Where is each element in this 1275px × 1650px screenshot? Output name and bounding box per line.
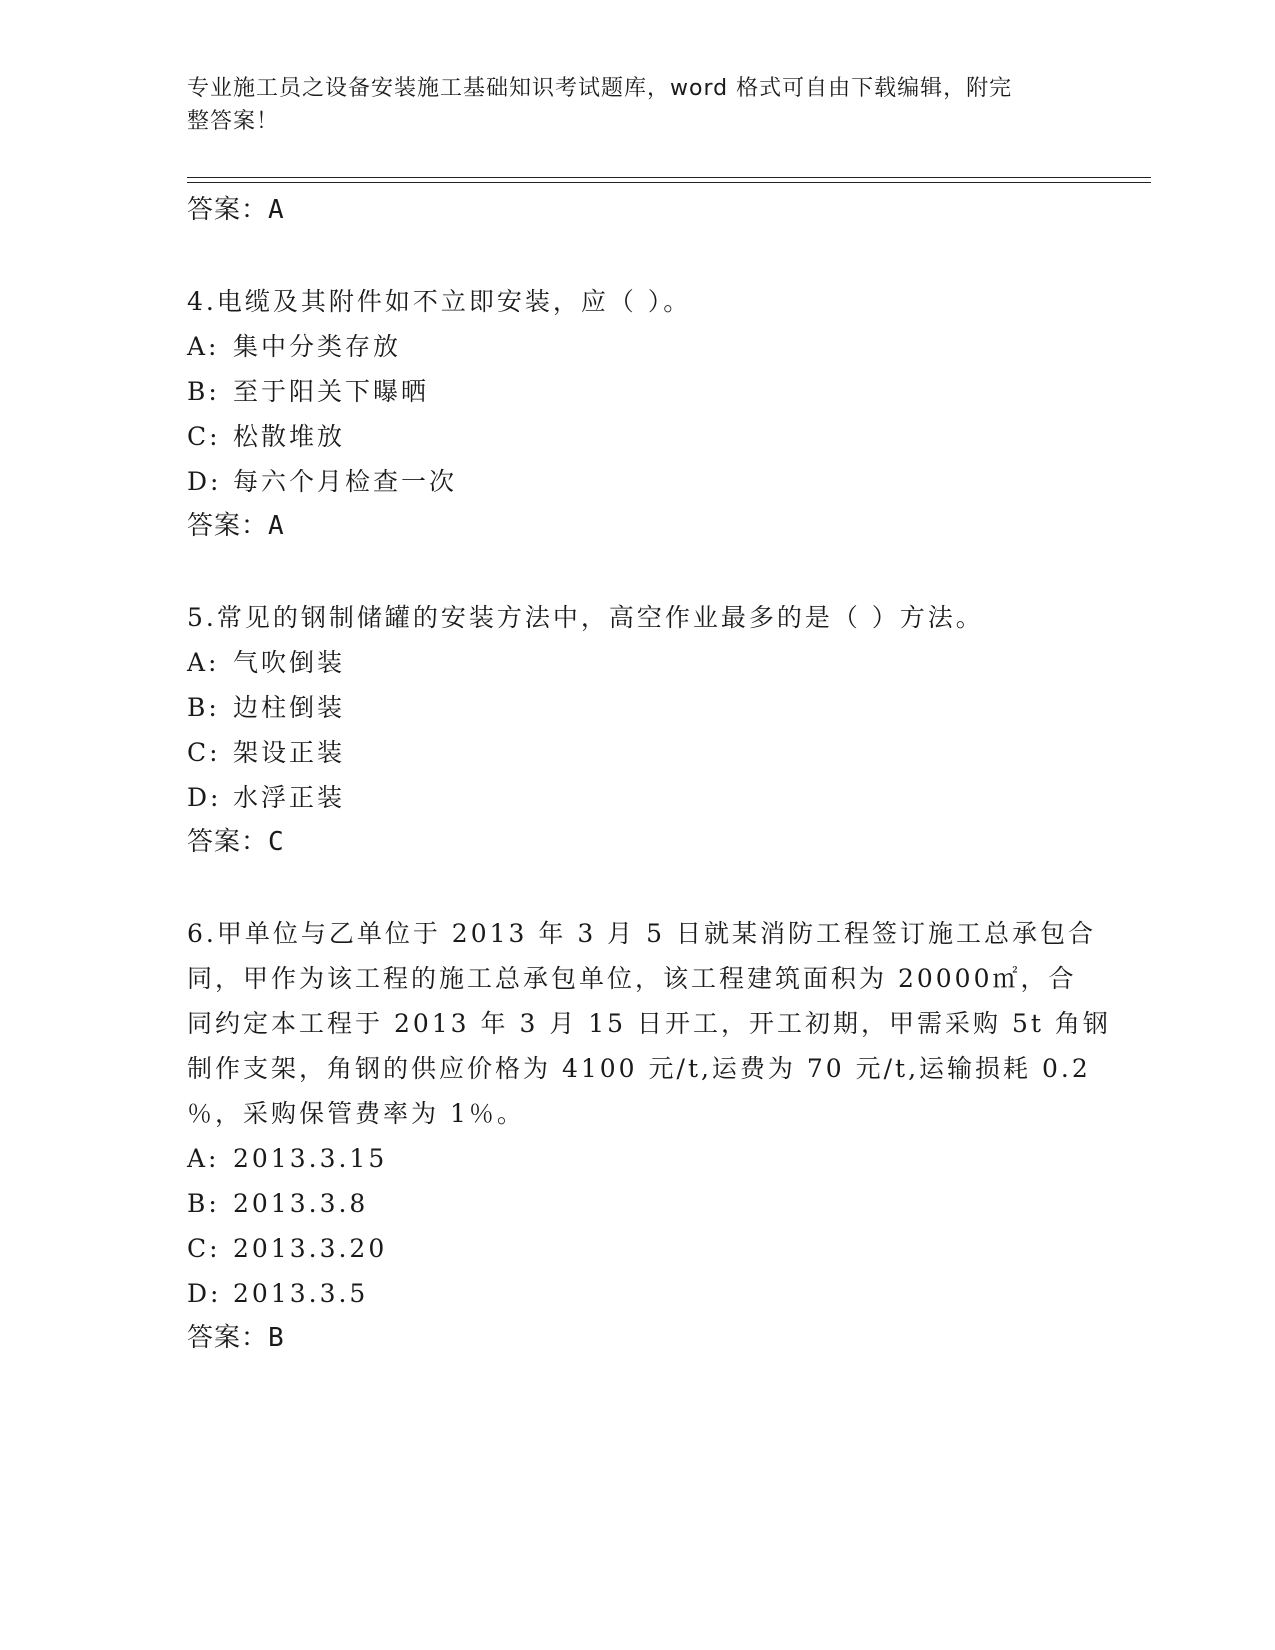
option-a [187, 640, 1087, 685]
option-a [187, 324, 1087, 369]
option-d [187, 775, 1087, 820]
answer-value: A [268, 195, 285, 225]
question-stem-line: 同，甲作为该工程的施工总承包单位，该工程建筑面积为 20000㎡，合 [187, 964, 1077, 993]
answer-line [187, 188, 1087, 233]
option-key: A: [187, 332, 220, 361]
question-item [187, 911, 1111, 1361]
option-d [187, 459, 1087, 504]
option-c [187, 1226, 1087, 1271]
option-text: 每六个月检查一次 [233, 467, 458, 496]
option-key: C: [187, 422, 221, 451]
header-line-2: 整答案！ [187, 109, 280, 134]
option-text: 2013.3.15 [233, 1144, 388, 1173]
option-text: 2013.3.20 [233, 1234, 388, 1263]
option-text: 2013.3.8 [233, 1189, 369, 1218]
answer-line [187, 1316, 1087, 1361]
question-stem [187, 911, 1111, 1136]
question-stem [187, 595, 1087, 640]
option-key: A: [187, 648, 220, 677]
answer-value: C [268, 827, 285, 857]
header-divider-bottom [187, 182, 1151, 183]
answer-label: 答案： [187, 1323, 269, 1353]
option-text: 架设正装 [233, 738, 346, 767]
option-text: 集中分类存放 [233, 332, 402, 361]
question-stem-line: ％，采购保管费率为 1％。 [187, 1099, 525, 1128]
option-b [187, 369, 1087, 414]
option-key: A: [187, 1144, 220, 1173]
option-key: D: [187, 467, 222, 496]
option-c [187, 730, 1087, 775]
option-a [187, 1136, 1087, 1181]
option-c [187, 414, 1087, 459]
question-stem-line: 5.常见的钢制储罐的安装方法中，高空作业最多的是（ ）方法。 [187, 603, 984, 632]
question-item [187, 595, 1087, 865]
option-text: 松散堆放 [233, 422, 346, 451]
option-key: C: [187, 1234, 221, 1263]
option-key: D: [187, 1279, 222, 1308]
answer-line [187, 820, 1087, 865]
question-stem-line: 同约定本工程于 2013 年 3 月 15 日开工，开工初期，甲需采购 5t 角钢 [187, 1009, 1111, 1038]
option-key: B: [187, 1189, 220, 1218]
document-body [187, 188, 1111, 1361]
option-d [187, 1271, 1087, 1316]
option-key: C: [187, 738, 221, 767]
answer-value: B [268, 1323, 285, 1353]
page-header [187, 72, 1067, 138]
header-line-1: 专业施工员之设备安装施工基础知识考试题库，word 格式可自由下载编辑，附完 [187, 76, 1013, 101]
answer-line [187, 504, 1087, 549]
option-b [187, 685, 1087, 730]
option-key: B: [187, 377, 220, 406]
option-text: 边柱倒装 [233, 693, 346, 722]
question-stem-line: 6.甲单位与乙单位于 2013 年 3 月 5 日就某消防工程签订施工总承包合 [187, 919, 1096, 948]
question-stem [187, 279, 1087, 324]
option-key: D: [187, 783, 222, 812]
answer-label: 答案： [187, 511, 269, 541]
answer-label: 答案： [187, 195, 269, 225]
header-divider-top [187, 177, 1151, 178]
option-b [187, 1181, 1087, 1226]
option-text: 水浮正装 [233, 783, 346, 812]
question-stem-line: 制作支架，角钢的供应价格为 4100 元/t,运费为 70 元/t,运输损耗 0.2 [187, 1054, 1091, 1083]
option-text: 2013.3.5 [233, 1279, 369, 1308]
option-text: 气吹倒装 [233, 648, 346, 677]
option-text: 至于阳关下曝晒 [233, 377, 430, 406]
question-stem-line: 4.电缆及其附件如不立即安装，应（ ）。 [187, 287, 692, 316]
question-item [187, 279, 1087, 549]
answer-label: 答案： [187, 827, 269, 857]
option-key: B: [187, 693, 220, 722]
answer-value: A [268, 511, 285, 541]
